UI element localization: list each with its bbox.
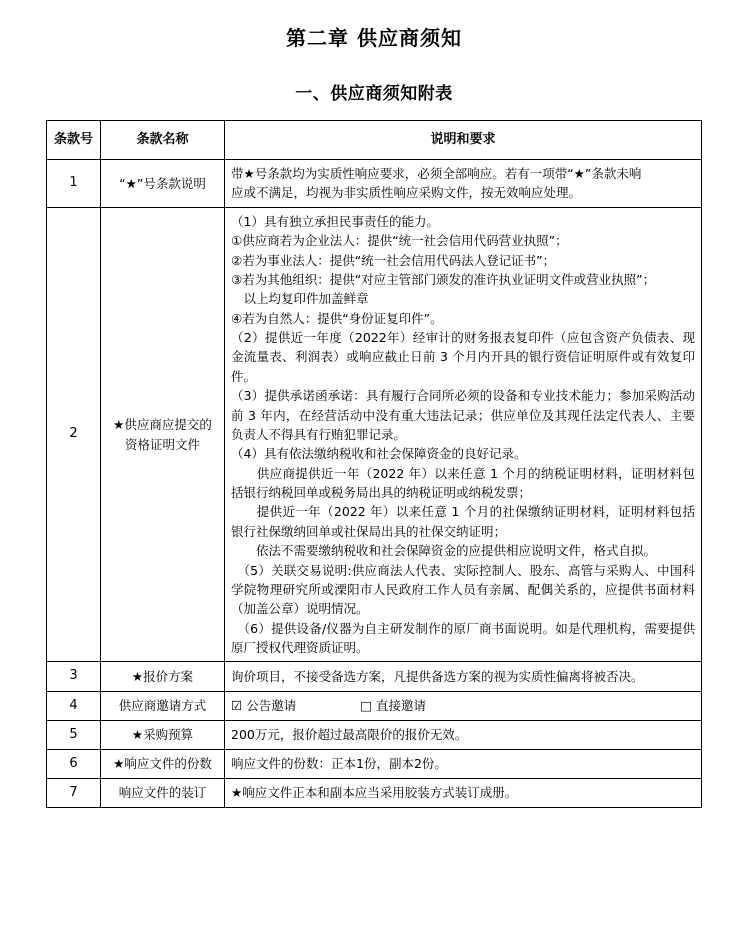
desc-line: 依法不需要缴纳税收和社会保障资金的应提供相应说明文件，格式自拟。 xyxy=(231,543,657,559)
desc-line: 以上均复印件加盖鲜章 xyxy=(231,291,369,307)
cell-description xyxy=(225,207,702,662)
cell-clause-no: 2 xyxy=(47,207,101,662)
desc-line: ②若为事业法人：提供“统一社会信用代码法人登记证书”； xyxy=(231,252,556,268)
option-label: 公告邀请 xyxy=(246,697,297,713)
section-title: 一、供应商须知附表 xyxy=(295,84,453,104)
checkbox-checked-icon[interactable]: ☑ xyxy=(231,697,243,713)
table-row xyxy=(47,749,702,778)
cell-clause-no: 1 xyxy=(47,160,101,208)
cell-description xyxy=(225,662,702,691)
supplier-notice-table xyxy=(46,120,702,808)
cell-clause-no: 7 xyxy=(47,778,101,807)
desc-line: ★响应文件正本和副本应当采用胶装方式装订成册。 xyxy=(231,785,518,801)
desc-line: 供应商提供近一年（2022 年）以来任意 1 个月的纳税证明材料，证明材料包括银行纳税回单或税务局出具的纳税证明或纳税发票； xyxy=(231,465,695,500)
cell-clause-no: 5 xyxy=(47,720,101,749)
cell-clause-name: “★”号条款说明 xyxy=(101,160,225,208)
cell-clause-no: 4 xyxy=(47,691,101,720)
desc-line: 响应文件的份数：正本1份，副本2份。 xyxy=(231,756,447,772)
cell-clause-name: ★报价方案 xyxy=(101,662,225,691)
desc-line: （1）具有独立承担民事责任的能力。 xyxy=(231,213,439,229)
desc-line: 询价项目，不接受备选方案，凡提供备选方案的视为实质性偏离将被否决。 xyxy=(231,668,644,684)
desc-line: ④若为自然人：提供“身份证复印件”。 xyxy=(231,310,443,326)
desc-line: 带★号条款均为实质性响应要求，必须全部响应。若有一项带“★”条款未响 xyxy=(231,166,642,181)
desc-line: ①供应商若为企业法人：提供“统一社会信用代码营业执照”； xyxy=(231,233,568,249)
cell-description xyxy=(225,778,702,807)
cell-clause-no: 6 xyxy=(47,749,101,778)
desc-line: （5）关联交易说明:供应商法人代表、实际控制人、股东、高管与采购人、中国科学院物理研究所或溧阳市人民政府工作人员有亲属、配偶关系的，应提供书面材料（加盖公章）说明情况。 xyxy=(231,562,695,617)
cell-clause-name: ★响应文件的份数 xyxy=(101,749,225,778)
document-page xyxy=(0,22,748,943)
desc-line: （2）提供近一年度（2022年）经审计的财务报表复印件（应包含资产负债表、现金流量表、利润表）或响应截止日前 3 个月内开具的银行资信证明原件或有效复印件。 xyxy=(231,330,695,384)
option-direct-invitation[interactable] xyxy=(360,696,426,715)
cell-clause-name: 响应文件的装订 xyxy=(101,778,225,807)
desc-line: ③若为其他组织：提供“对应主管部门颁发的准许执业证明文件或营业执照”； xyxy=(231,271,656,287)
cell-clause-no: 3 xyxy=(47,662,101,691)
cell-clause-name: 供应商邀请方式 xyxy=(101,691,225,720)
desc-line: （6）提供设备/仪器为自主研发制作的原厂商书面说明。如是代理机构，需要提供原厂授权代理资质证明。 xyxy=(231,620,695,655)
table-row xyxy=(47,207,702,662)
table-row xyxy=(47,778,702,807)
cell-description xyxy=(225,691,702,720)
cell-description xyxy=(225,160,702,208)
cell-description xyxy=(225,749,702,778)
table-row xyxy=(47,160,702,208)
chapter-title: 第二章 供应商须知 xyxy=(286,26,462,50)
desc-line: 提供近一年（2022 年）以来任意 1 个月的社保缴纳证明材料，证明材料包括银行社保缴纳回单或社保局出具的社保交纳证明； xyxy=(231,504,695,539)
header-clause-no: 条款号 xyxy=(47,121,101,160)
cell-description xyxy=(225,720,702,749)
cell-clause-name: ★采购预算 xyxy=(101,720,225,749)
table-row xyxy=(47,720,702,749)
desc-line: （4）具有依法缴纳税收和社会保障资金的良好记录。 xyxy=(231,446,527,462)
table-row xyxy=(47,662,702,691)
cell-clause-name: ★供应商应提交的资格证明文件 xyxy=(101,207,225,662)
desc-line: 应或不满足，均视为非实质性响应采购文件，按无效响应处理。 xyxy=(231,185,582,201)
option-label: 直接邀请 xyxy=(376,697,427,713)
table-row xyxy=(47,691,702,720)
header-clause-name: 条款名称 xyxy=(101,121,225,160)
header-description: 说明和要求 xyxy=(225,121,702,160)
desc-line: （3）提供承诺函承诺：具有履行合同所必须的设备和专业技术能力；参加采购活动前 3 年内，在经营活动中没有重大违法记录；供应单位及其现任法定代表人、主要负责人不得具有行贿犯罪记录。 xyxy=(231,388,695,442)
option-public-invitation[interactable] xyxy=(231,696,296,715)
desc-line: 200万元，报价超过最高限价的报价无效。 xyxy=(231,727,468,743)
checkbox-unchecked-icon[interactable]: □ xyxy=(360,697,373,713)
table-header-row xyxy=(47,121,702,160)
